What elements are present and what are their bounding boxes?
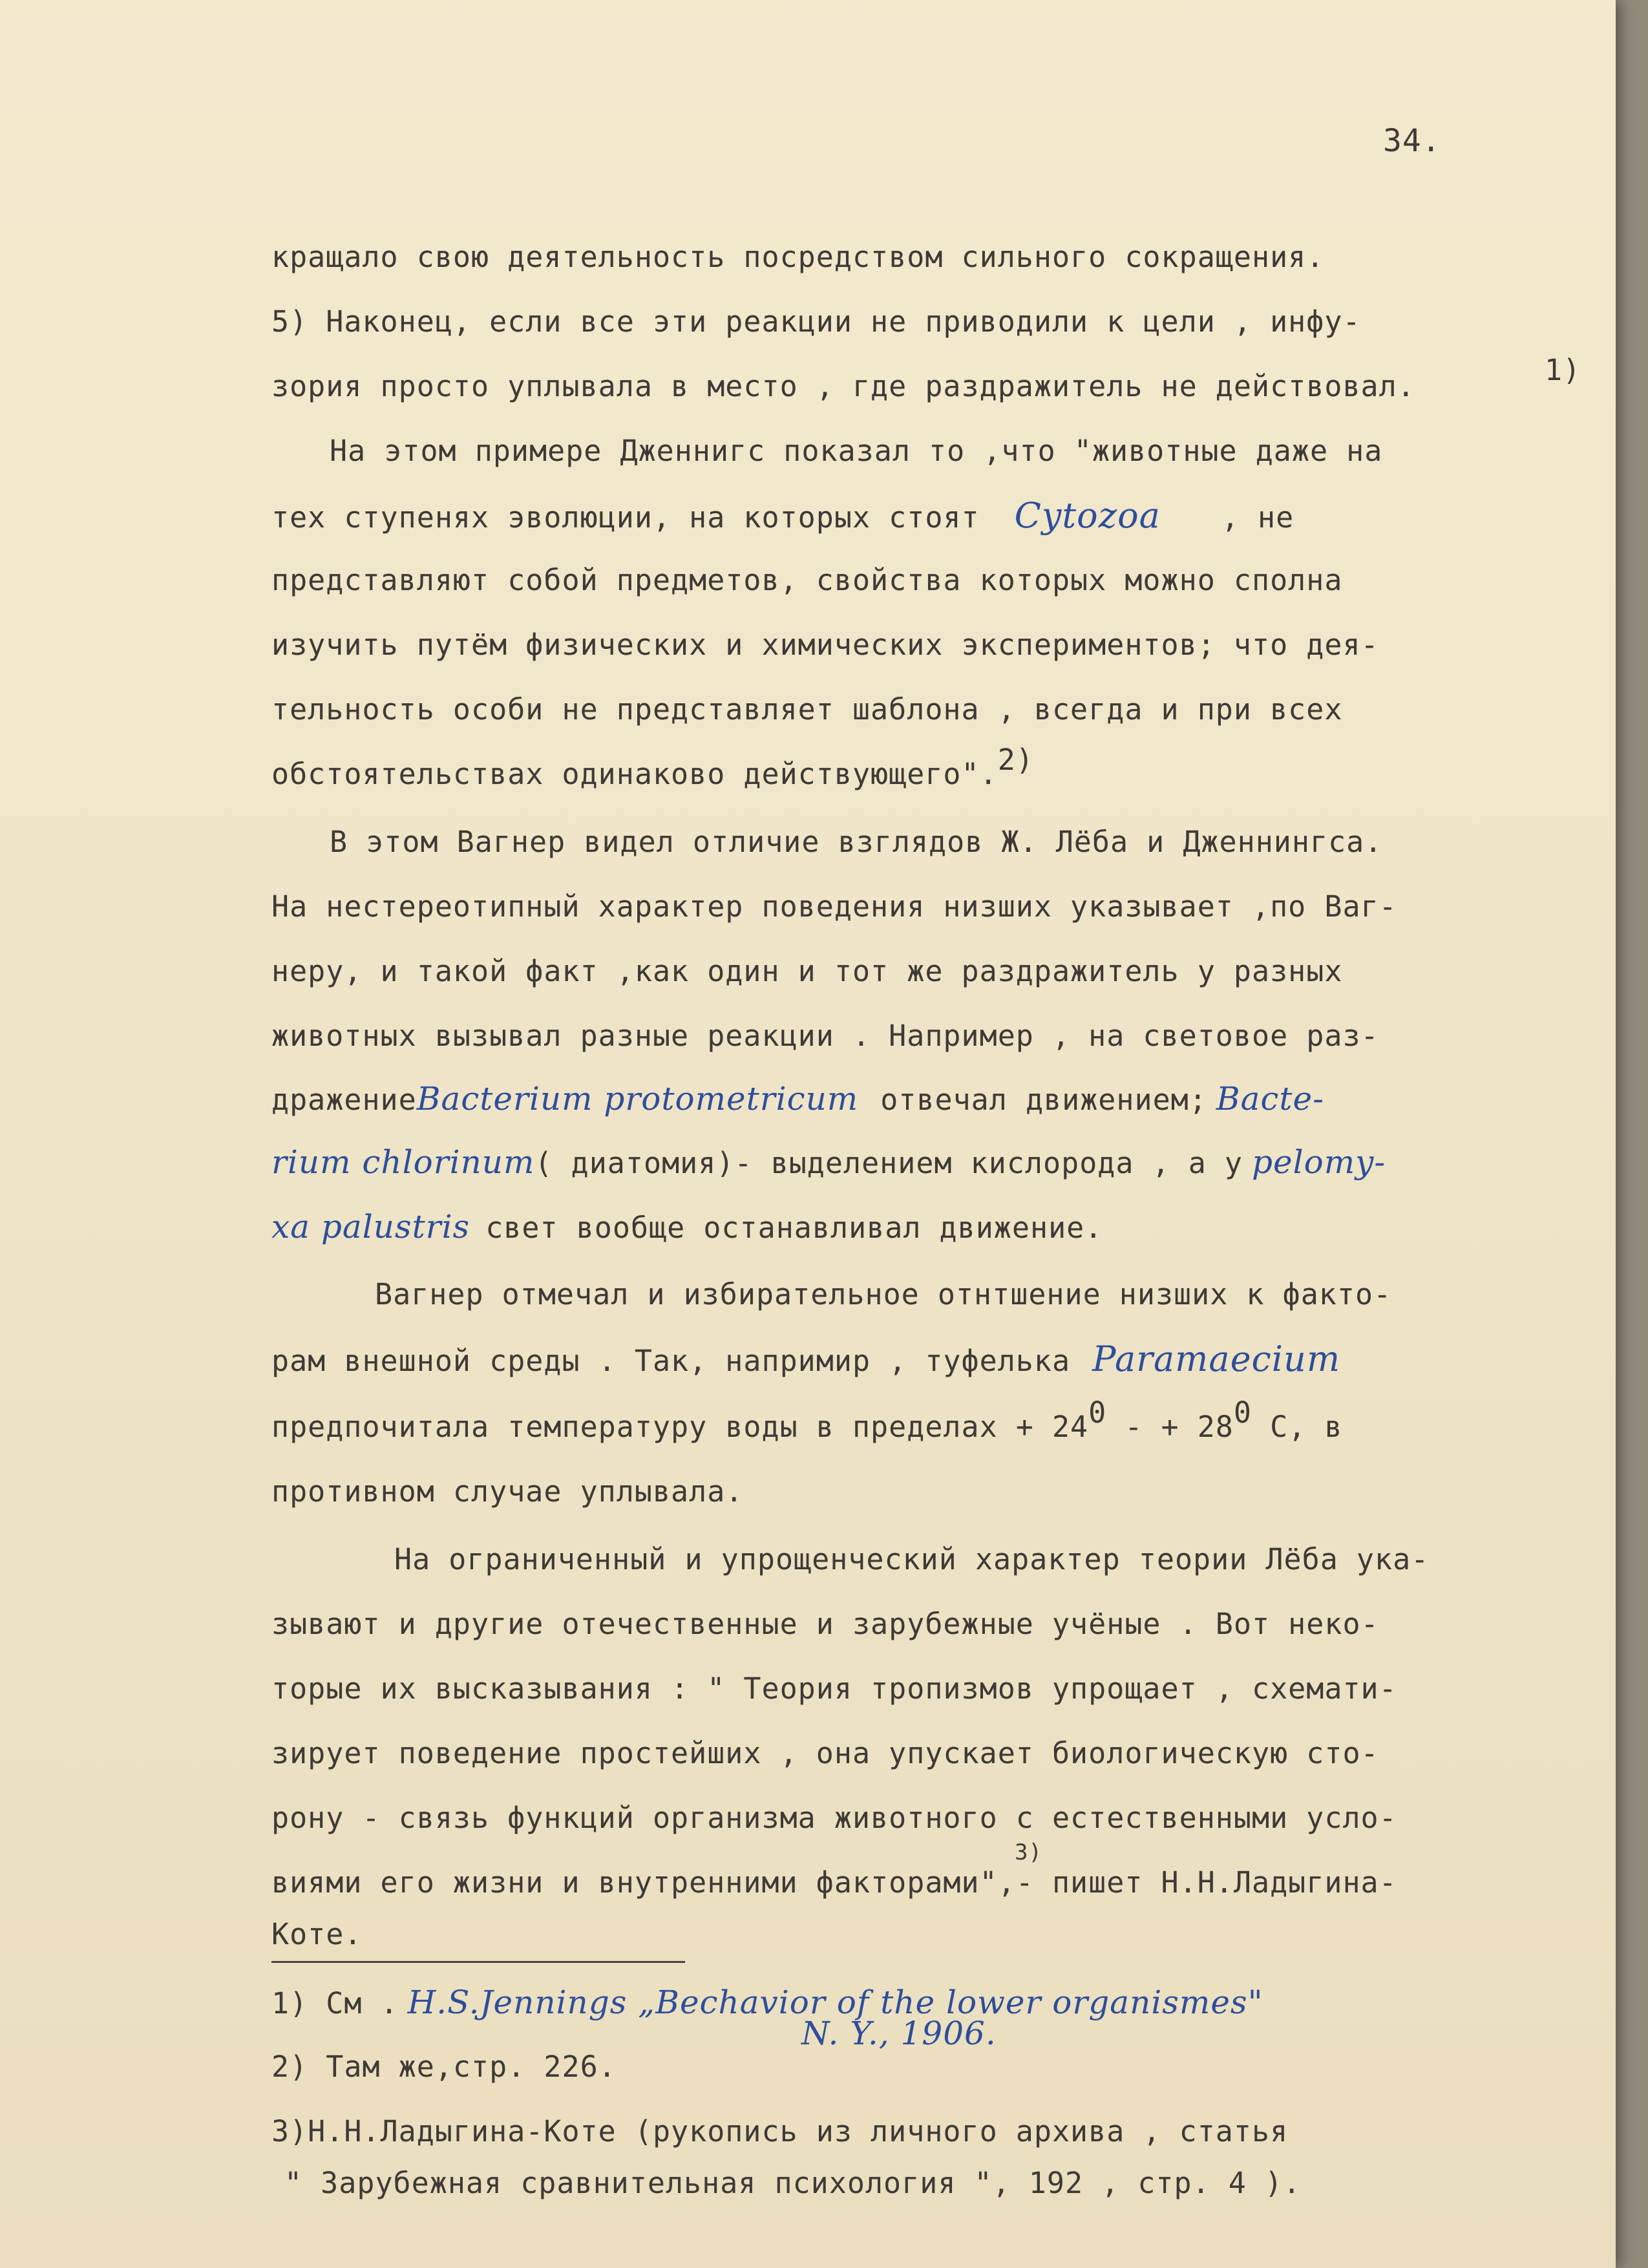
body-line-22: зывают и другие отечественные и зарубежные учёные . Вот неко- xyxy=(271,1607,1379,1641)
body-line-18 xyxy=(271,1341,1340,1386)
body-line-13: животных вызывал разные реакции . Например , на световое раз- xyxy=(271,1019,1379,1053)
body-line-14 xyxy=(271,1081,1324,1125)
body-line-12: неру, и такой факт ,как один и тот же раздражитель у разных xyxy=(271,954,1343,988)
handwritten-jennings-citation: H.S.Jennings „Bechavior of the lower organismes" xyxy=(407,1984,1263,2021)
body-line-7: изучить путём физических и химических экспериментов; что дея- xyxy=(271,628,1379,662)
body-line-6: представляют собой предметов, свойства которых можно сполна xyxy=(271,563,1343,597)
body-line-23: торые их высказывания : " Теория тропизмов упрощает , схемати- xyxy=(271,1671,1397,1706)
footnote-ref-3: 3) xyxy=(1015,1839,1042,1865)
footnote-ref-2: 2) xyxy=(997,743,1034,777)
body-line-15-mid: ( диатомия)- выделением кислорода , а у xyxy=(534,1146,1243,1180)
body-line-9-text: обстоятельствах одинаково действующего". xyxy=(271,757,998,791)
body-line-3: зория просто уплывала в место , где раздражитель не действовал. xyxy=(271,369,1415,403)
body-line-14-start: дражение xyxy=(271,1083,417,1117)
body-line-24: зирует поведение простейших , она упускает биологическую сто- xyxy=(271,1736,1379,1770)
body-line-2: 5) Наконец, если все эти реакции не приводили к цели , инфу- xyxy=(271,304,1361,339)
handwritten-cytozoa: Cytozoa xyxy=(1014,495,1161,536)
degree-mark-1: 0 xyxy=(1088,1395,1107,1430)
body-line-19-b: - + 28 xyxy=(1106,1410,1234,1444)
footnote-1-label: 1) См . xyxy=(271,1986,399,2020)
body-line-10: В этом Вагнер видел отличие взглядов Ж. Лёба и Дженнингса. xyxy=(330,825,1383,859)
body-line-8: тельность особи не представляет шаблона , всегда и при всех xyxy=(271,692,1343,726)
footnote-3-line-1: 3)Н.Н.Ладыгина-Коте (рукопись из личного архива , статья xyxy=(271,2114,1289,2148)
body-line-5-start: тех ступенях эволюции, на которых стоят xyxy=(271,500,980,535)
footnote-divider xyxy=(271,1961,685,1963)
handwritten-rium-chlorinum: rium chlorinum xyxy=(271,1143,535,1181)
handwritten-ny-1906: N. Y., 1906. xyxy=(801,2015,997,2052)
body-line-5-end: , не xyxy=(1221,500,1294,535)
handwritten-bacte: Bacte- xyxy=(1216,1080,1325,1118)
degree-mark-2: 0 xyxy=(1233,1395,1252,1430)
body-line-11: На нестереотипный характер поведения низших указывает ,по Ваг- xyxy=(271,889,1397,924)
handwritten-bacterium-protometricum: Bacterium protometricum xyxy=(416,1080,859,1118)
body-line-14-mid: отвечал движением; xyxy=(880,1083,1207,1117)
footnote-ref-1: 1) xyxy=(1545,353,1581,387)
body-line-18-text: рам внешной среды . Так, напримир , туфелька xyxy=(271,1344,1071,1378)
body-line-19-c: С, в xyxy=(1252,1410,1343,1444)
body-line-4: На этом примере Дженнигс показал то ,что "животные даже на xyxy=(330,434,1383,468)
handwritten-xa-palustris: xa palustris xyxy=(271,1208,470,1245)
body-line-5 xyxy=(271,495,1294,543)
body-line-1: кращало свою деятельность посредством сильного сокращения. xyxy=(271,240,1325,274)
body-line-19-a: предпочитала температуру воды в пределах + 24 xyxy=(271,1410,1089,1444)
body-line-19 xyxy=(271,1395,1343,1452)
body-line-9 xyxy=(271,743,1034,800)
page-number: 34. xyxy=(1383,123,1441,159)
body-line-26: виями его жизни и внутренними факторами",- пишет Н.Н.Ладыгина- xyxy=(271,1865,1397,1900)
body-line-25: рону - связь функций организма животного с естественными усло- xyxy=(271,1801,1397,1835)
footnote-1 xyxy=(271,1984,1263,2029)
body-line-21: На ограниченный и упрощенческий характер теории Лёба ука- xyxy=(394,1542,1430,1576)
handwritten-paramaecium: Paramaecium xyxy=(1092,1339,1341,1379)
body-line-16-text: свет вообще останавливал движение. xyxy=(485,1211,1103,1245)
footnote-2: 2) Там же,стр. 226. xyxy=(271,2050,617,2084)
handwritten-pelomy: pelomy- xyxy=(1252,1143,1386,1181)
body-line-15 xyxy=(271,1144,1386,1189)
body-line-17: Вагнер отмечал и избирательное отнтшение низших к факто- xyxy=(375,1277,1392,1311)
footnote-3-line-2: " Зарубежная сравнительная психология ", 192 , стр. 4 ). xyxy=(284,2166,1302,2200)
body-line-27: Коте. xyxy=(271,1917,363,1951)
body-line-16 xyxy=(271,1209,1103,1253)
body-line-20: противном случае уплывала. xyxy=(271,1474,744,1509)
